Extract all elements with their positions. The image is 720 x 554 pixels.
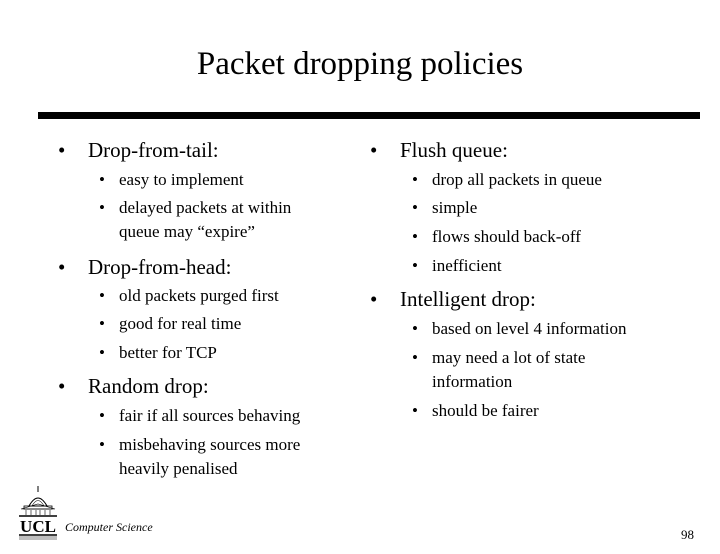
sub-bullet-continuation: heavily penalised bbox=[119, 459, 238, 478]
bullet-marker: • bbox=[99, 314, 105, 333]
sub-bullet-text: misbehaving sources more bbox=[119, 435, 301, 454]
sub-bullet bbox=[99, 196, 292, 220]
bullet-marker: • bbox=[99, 198, 105, 217]
bullet-marker: • bbox=[412, 348, 418, 367]
sub-bullet bbox=[412, 346, 586, 370]
sub-bullet bbox=[99, 312, 242, 336]
bullet-marker: • bbox=[99, 286, 105, 305]
sub-bullet-text: simple bbox=[432, 198, 478, 217]
sub-bullet bbox=[412, 399, 539, 423]
sub-bullet-continuation: information bbox=[432, 372, 513, 391]
sub-bullet bbox=[412, 254, 502, 278]
sub-bullet-text: based on level 4 information bbox=[432, 319, 627, 338]
bullet-marker: • bbox=[370, 287, 378, 311]
slide-title: Packet dropping policies bbox=[196, 46, 524, 82]
bullet-marker: • bbox=[412, 401, 418, 420]
bullet-intelligent-drop bbox=[370, 286, 536, 312]
sub-bullet bbox=[412, 196, 478, 220]
bullet-marker: • bbox=[412, 198, 418, 217]
sub-bullet-text: should be fairer bbox=[432, 401, 539, 420]
bullet-marker: • bbox=[58, 138, 66, 162]
sub-bullet-text: better for TCP bbox=[119, 343, 217, 362]
sub-bullet bbox=[99, 168, 244, 192]
sub-bullet-text: drop all packets in queue bbox=[432, 170, 602, 189]
bullet-marker: • bbox=[412, 170, 418, 189]
sub-bullet-text: easy to implement bbox=[119, 170, 244, 189]
sub-bullet bbox=[99, 284, 279, 308]
sub-bullet-continuation: queue may “expire” bbox=[119, 222, 255, 241]
sub-bullet-text: inefficient bbox=[432, 256, 502, 275]
bullet-marker: • bbox=[58, 374, 66, 398]
sub-bullet-text: flows should back-off bbox=[432, 227, 581, 246]
sub-bullet-text: may need a lot of state bbox=[432, 348, 586, 367]
sub-bullet bbox=[99, 341, 217, 365]
bullet-random-drop bbox=[58, 373, 209, 399]
sub-bullet-text: delayed packets at within bbox=[119, 198, 292, 217]
bullet-heading: Intelligent drop: bbox=[400, 287, 536, 311]
title-rule bbox=[38, 112, 700, 119]
ucl-logo bbox=[16, 484, 60, 544]
sub-bullet-text: old packets purged first bbox=[119, 286, 279, 305]
bullet-marker: • bbox=[412, 227, 418, 246]
sub-bullet bbox=[412, 168, 602, 192]
bullet-heading: Drop-from-tail: bbox=[88, 138, 219, 162]
sub-bullet-text: good for real time bbox=[119, 314, 242, 333]
page-number: 98 bbox=[681, 527, 694, 542]
sub-bullet bbox=[99, 433, 301, 457]
sub-bullet bbox=[412, 225, 581, 249]
bullet-marker: • bbox=[412, 256, 418, 275]
bullet-heading: Flush queue: bbox=[400, 138, 508, 162]
bullet-marker: • bbox=[412, 319, 418, 338]
bullet-flush-queue bbox=[370, 137, 508, 163]
bullet-marker: • bbox=[58, 255, 66, 279]
bullet-heading: Drop-from-head: bbox=[88, 255, 232, 279]
bullet-marker: • bbox=[99, 435, 105, 454]
sub-bullet bbox=[412, 317, 627, 341]
bullet-drop-from-head bbox=[58, 254, 232, 280]
logo-text: UCL bbox=[20, 517, 56, 536]
bullet-marker: • bbox=[99, 406, 105, 425]
bullet-heading: Random drop: bbox=[88, 374, 209, 398]
bullet-marker: • bbox=[99, 343, 105, 362]
footer-department: Computer Science bbox=[65, 520, 153, 534]
sub-bullet bbox=[99, 404, 301, 428]
bullet-drop-from-tail bbox=[58, 137, 219, 163]
bullet-marker: • bbox=[99, 170, 105, 189]
sub-bullet-text: fair if all sources behaving bbox=[119, 406, 301, 425]
bullet-marker: • bbox=[370, 138, 378, 162]
